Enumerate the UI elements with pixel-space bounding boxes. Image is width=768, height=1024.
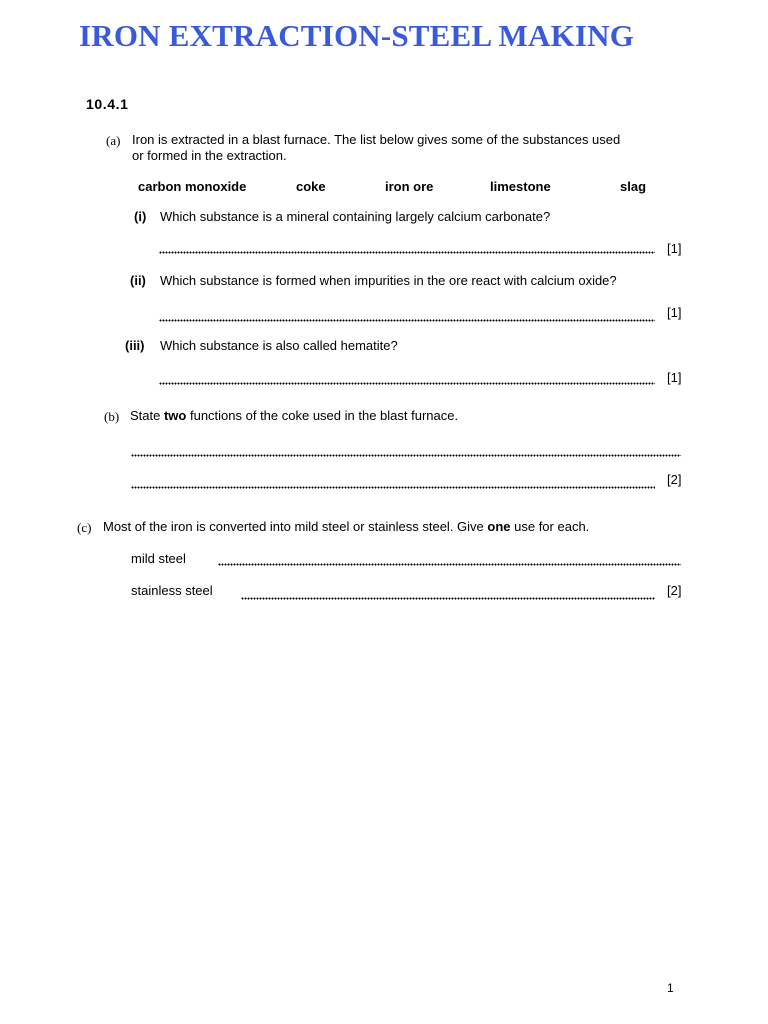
- page-number: 1: [667, 981, 674, 995]
- substance-item: iron ore: [385, 179, 434, 194]
- marks-label: [1]: [667, 241, 682, 256]
- mild-steel-label: mild steel: [131, 551, 186, 566]
- sub-question-label: (iii): [125, 338, 145, 353]
- question-number: 10.4.1: [86, 96, 129, 112]
- page-title: IRON EXTRACTION-STEEL MAKING: [79, 18, 635, 53]
- substance-item: coke: [296, 179, 326, 194]
- answer-line[interactable]: [131, 454, 681, 457]
- part-a-label: (a): [106, 133, 121, 148]
- stainless-steel-answer-line[interactable]: [241, 597, 655, 600]
- sub-question-label: (i): [134, 209, 147, 224]
- substance-item: slag: [620, 179, 647, 194]
- marks-label: [1]: [667, 305, 682, 320]
- part-a-intro-line2: or formed in the extraction.: [132, 148, 287, 163]
- part-b-text: State two functions of the coke used in the blast furnace.: [130, 408, 459, 423]
- part-c-label: (c): [77, 520, 92, 535]
- substance-item: carbon monoxide: [138, 179, 247, 194]
- marks-label: [2]: [667, 472, 682, 487]
- part-b-label: (b): [104, 409, 120, 424]
- part-c-text: Most of the iron is converted into mild steel or stainless steel. Give one use for each.: [103, 519, 590, 534]
- answer-line[interactable]: [159, 382, 655, 385]
- stainless-steel-label: stainless steel: [131, 583, 213, 598]
- mild-steel-answer-line[interactable]: [218, 563, 681, 566]
- answer-line[interactable]: [131, 486, 655, 489]
- sub-question-text: Which substance is a mineral containing largely calcium carbonate?: [160, 209, 551, 224]
- substance-item: limestone: [490, 179, 551, 194]
- sub-question-text: Which substance is also called hematite?: [160, 338, 398, 353]
- sub-question-label: (ii): [130, 273, 146, 288]
- answer-line[interactable]: [159, 251, 655, 254]
- part-a-intro: [132, 132, 620, 164]
- marks-label: [1]: [667, 370, 682, 385]
- part-a-intro-line1: Iron is extracted in a blast furnace. The list below gives some of the substances used: [132, 132, 621, 147]
- answer-line[interactable]: [159, 319, 655, 322]
- sub-question-text: Which substance is formed when impurities in the ore react with calcium oxide?: [160, 273, 617, 288]
- marks-label: [2]: [667, 583, 682, 598]
